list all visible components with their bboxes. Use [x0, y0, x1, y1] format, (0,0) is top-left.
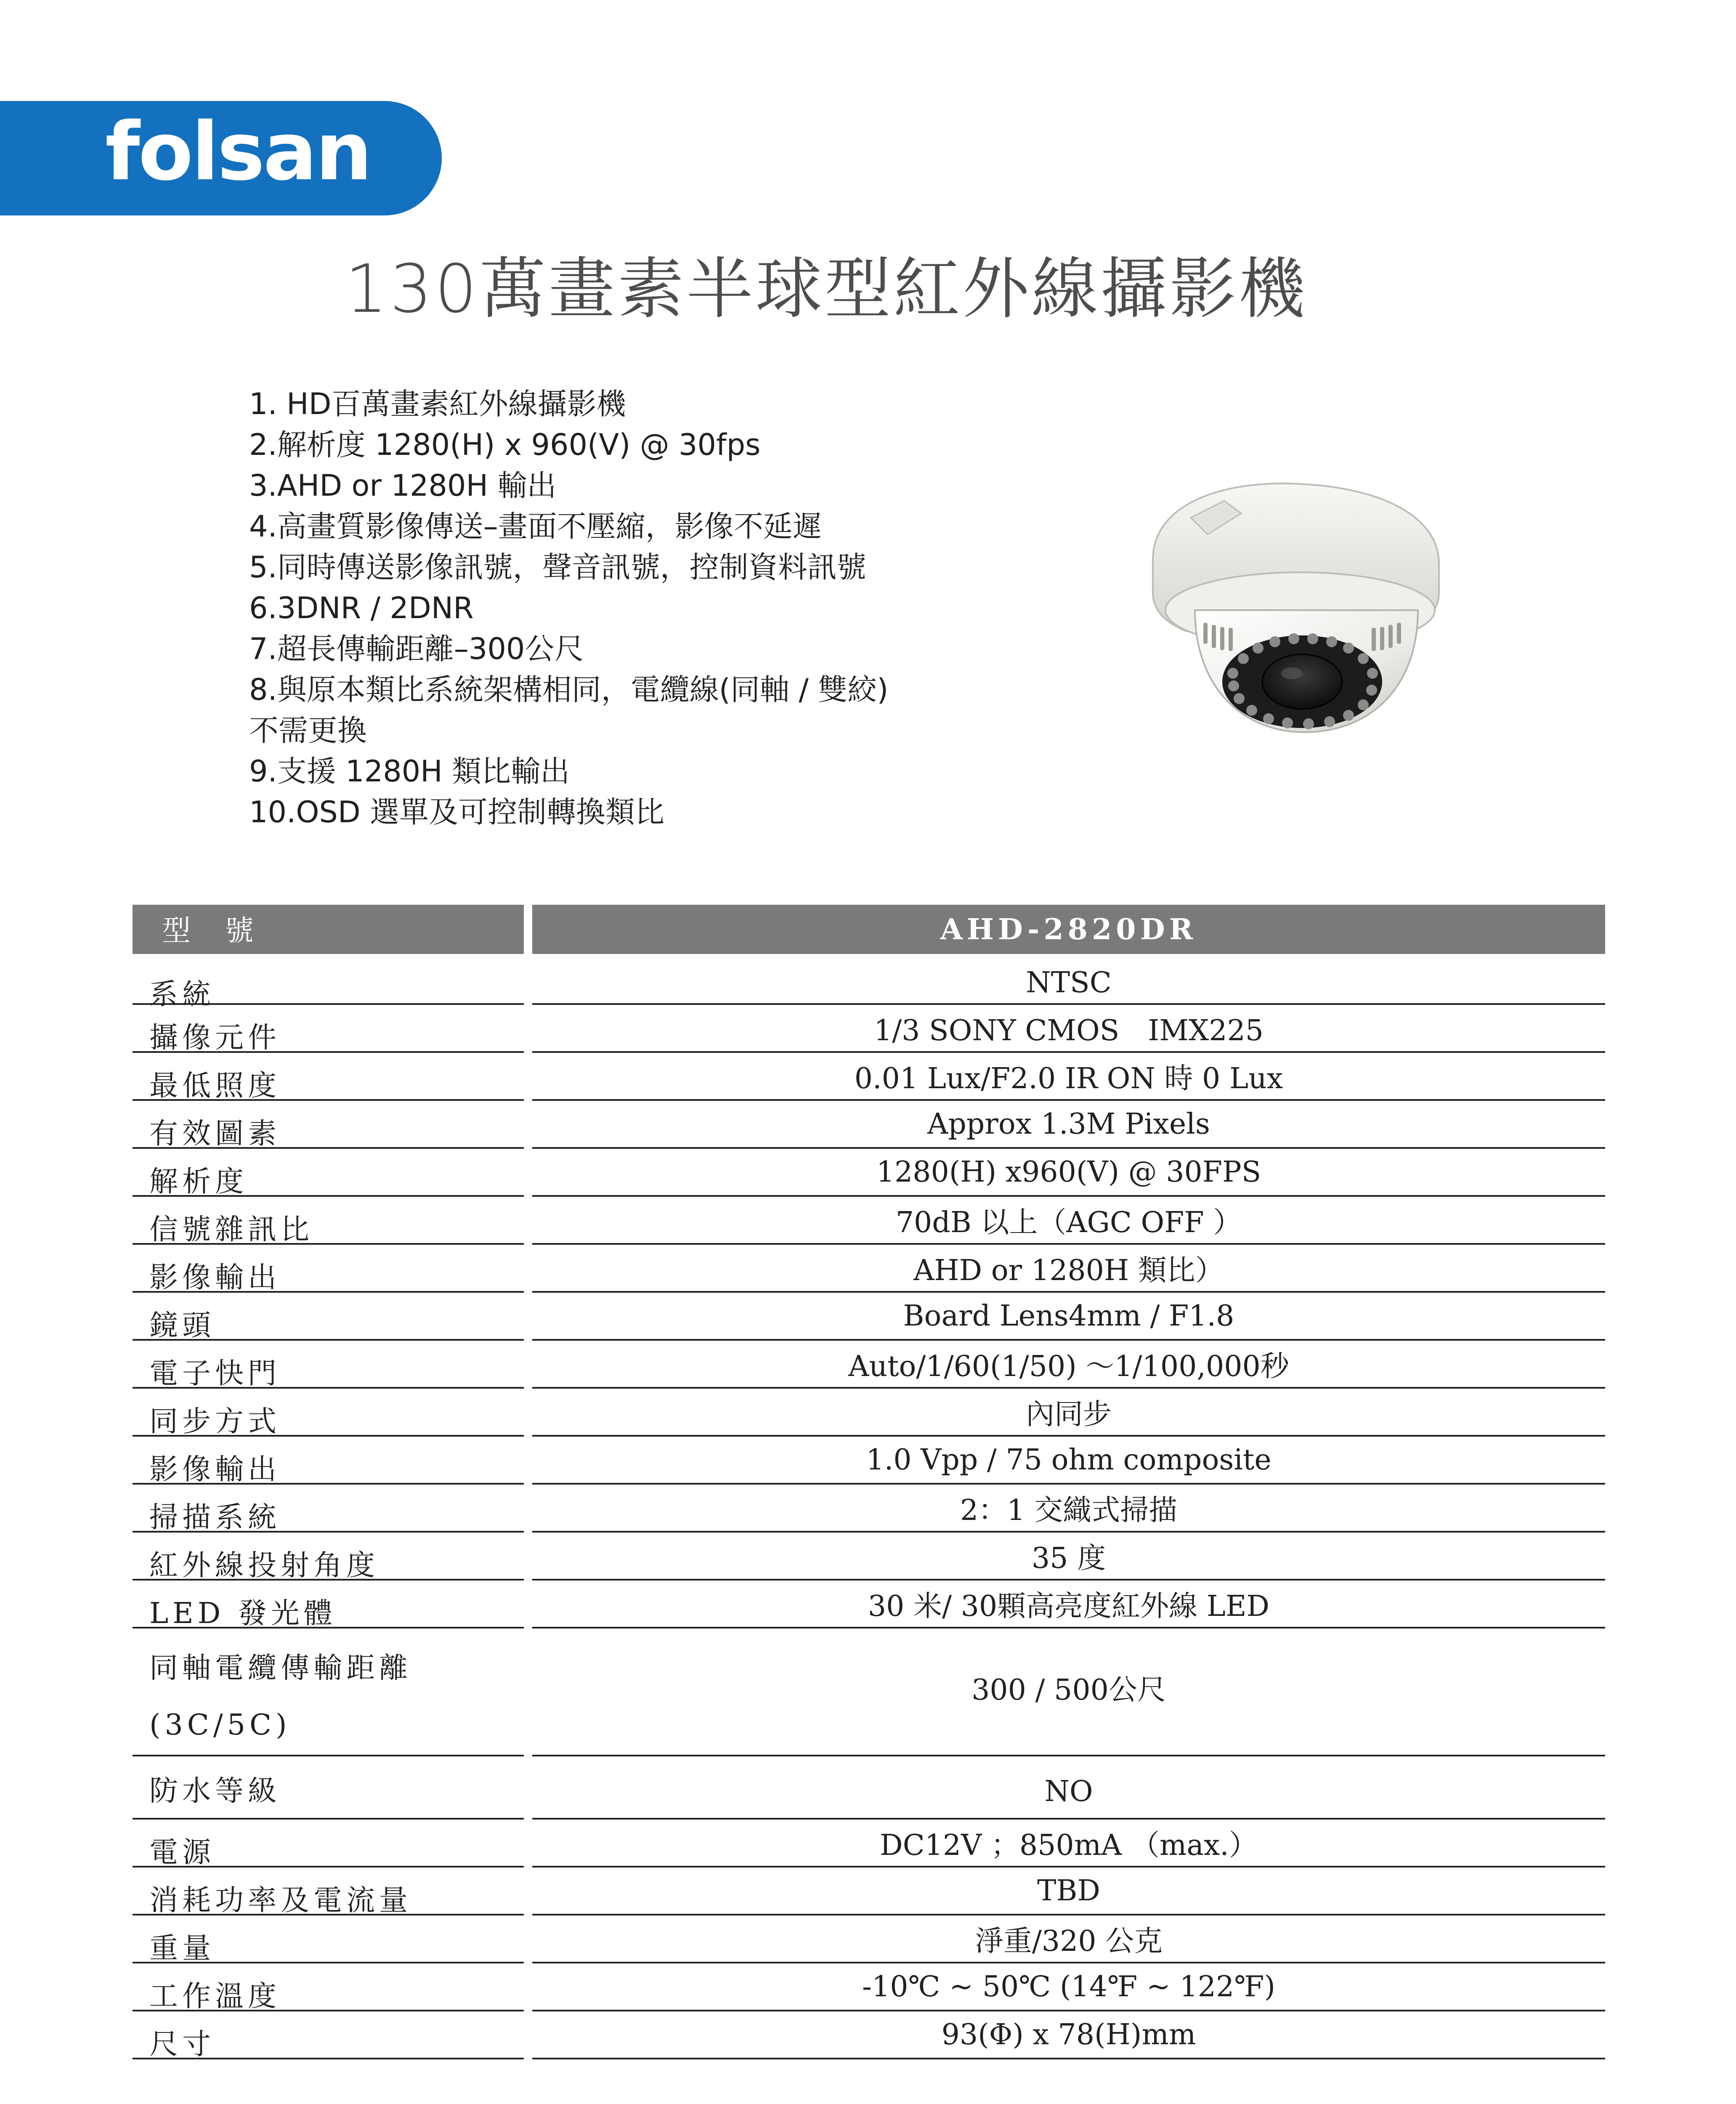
spec-row [133, 1053, 1605, 1101]
spec-label-sub: (3C/5C) [149, 1708, 291, 1742]
spec-row [133, 1197, 1605, 1245]
spec-row [133, 1756, 1605, 1820]
brand-logo: folsan [105, 105, 371, 198]
spec-row [133, 1341, 1605, 1389]
spec-label: 信號雜訊比 [149, 1213, 314, 1246]
spec-label: 攝像元件 [149, 1021, 281, 1055]
dome-camera-icon [1136, 471, 1456, 749]
spec-label: 影像輸出 [149, 1261, 281, 1294]
spec-value: 2：1 交織式掃描 [960, 1493, 1178, 1527]
feature-item: 1. HD百萬畫素紅外線攝影機 [249, 387, 626, 421]
feature-item: 6.3DNR / 2DNR [249, 591, 474, 625]
spec-row [133, 962, 1605, 1011]
spec-label: 系統 [149, 978, 215, 1011]
spec-value: 淨重/320 公克 [974, 1924, 1163, 1958]
spec-row [133, 1581, 1605, 1628]
spec-value: 30 米/ 30顆高亮度紅外線 LED [868, 1589, 1270, 1623]
spec-label: 有效圖素 [149, 1117, 281, 1150]
spec-row [133, 1533, 1605, 1581]
spec-value: Board Lens4mm / F1.8 [903, 1299, 1234, 1333]
spec-value: 0.01 Lux/F2.0 IR ON 時 0 Lux [854, 1062, 1283, 1095]
feature-item: 5.同時傳送影像訊號，聲音訊號，控制資料訊號 [249, 550, 866, 584]
spec-value: 1280(H) x960(V) @ 30FPS [876, 1155, 1261, 1189]
spec-value: NO [1044, 1775, 1093, 1808]
spec-row [133, 1101, 1605, 1149]
spec-row [133, 1820, 1605, 1868]
spec-header-value: AHD-2820DR [940, 912, 1197, 946]
feature-item: 不需更換 [249, 713, 367, 748]
spec-row [133, 1868, 1605, 1915]
spec-label: 紅外線投射角度 [149, 1549, 380, 1582]
spec-label: 防水等級 [149, 1775, 281, 1808]
spec-row [133, 1963, 1605, 2011]
spec-value: -10℃ ~ 50℃ (14℉ ~ 122℉) [862, 1970, 1275, 2003]
feature-item: 8.與原本類比系統架構相同，電纜線(同軸 / 雙絞) [249, 672, 889, 707]
spec-value: TBD [1037, 1874, 1100, 1907]
spec-row [133, 1005, 1605, 1053]
spec-value: 93(Φ) x 78(H)mm [941, 2018, 1196, 2051]
spec-row [133, 1915, 1605, 1963]
spec-label: 同軸電纜傳輸距離 [149, 1652, 412, 1685]
spec-header-row [133, 905, 1605, 954]
spec-value: 70dB 以上（AGC OFF ） [895, 1206, 1242, 1239]
spec-label: 電子快門 [149, 1357, 281, 1390]
spec-label: 鏡頭 [149, 1309, 215, 1342]
feature-item: 7.超長傳輸距離–300公尺 [249, 632, 584, 666]
spec-label: 解析度 [149, 1165, 248, 1198]
spec-value: DC12V ；850mA （max.） [880, 1828, 1258, 1862]
spec-value: 300 / 500公尺 [972, 1673, 1166, 1707]
spec-value: Auto/1/60(1/50) ～1/100,000秒 [848, 1350, 1289, 1383]
spec-label: 最低照度 [149, 1069, 281, 1102]
feature-item: 10.OSD 選單及可控制轉換類比 [249, 795, 665, 829]
spec-label: 消耗功率及電流量 [149, 1884, 412, 1917]
feature-item: 2.解析度 1280(H) x 960(V) @ 30fps [249, 428, 761, 462]
feature-item: 3.AHD or 1280H 輸出 [249, 468, 557, 503]
spec-row [133, 1485, 1605, 1533]
spec-value: AHD or 1280H 類比） [913, 1254, 1224, 1287]
spec-label: 工作溫度 [149, 1980, 281, 2013]
feature-item: 4.高畫質影像傳送–畫面不壓縮，影像不延遲 [249, 509, 822, 544]
spec-value: Approx 1.3M Pixels [927, 1107, 1210, 1141]
spec-row [133, 1149, 1605, 1197]
spec-row [133, 2011, 1605, 2059]
spec-value: 1/3 SONY CMOS IMX225 [873, 1014, 1264, 1047]
spec-label: 電源 [149, 1836, 215, 1869]
spec-label: 影像輸出 [149, 1453, 281, 1486]
spec-value: 內同步 [1025, 1397, 1112, 1431]
spec-label: 掃描系統 [149, 1501, 281, 1534]
page-title: 130萬畫素半球型紅外線攝影機 [345, 250, 1308, 328]
spec-row [133, 1437, 1605, 1485]
spec-value: 1.0 Vpp / 75 ohm composite [866, 1443, 1271, 1477]
spec-row [133, 1389, 1605, 1437]
spec-value: 35 度 [1031, 1541, 1106, 1575]
spec-header-label-cell [133, 905, 524, 954]
feature-list [249, 384, 889, 833]
spec-label: 同步方式 [149, 1405, 281, 1438]
spec-row [133, 1293, 1605, 1341]
spec-row [133, 1628, 1605, 1756]
spec-label: LED 發光體 [149, 1597, 337, 1630]
spec-label: 重量 [149, 1932, 215, 1965]
spec-header-value-cell [532, 905, 1605, 954]
spec-header-label: 型 號 [162, 914, 266, 948]
feature-item: 9.支援 1280H 類比輸出 [249, 754, 570, 789]
spec-value: NTSC [1026, 966, 1112, 999]
spec-row [133, 1245, 1605, 1293]
spec-label: 尺寸 [149, 2028, 215, 2061]
